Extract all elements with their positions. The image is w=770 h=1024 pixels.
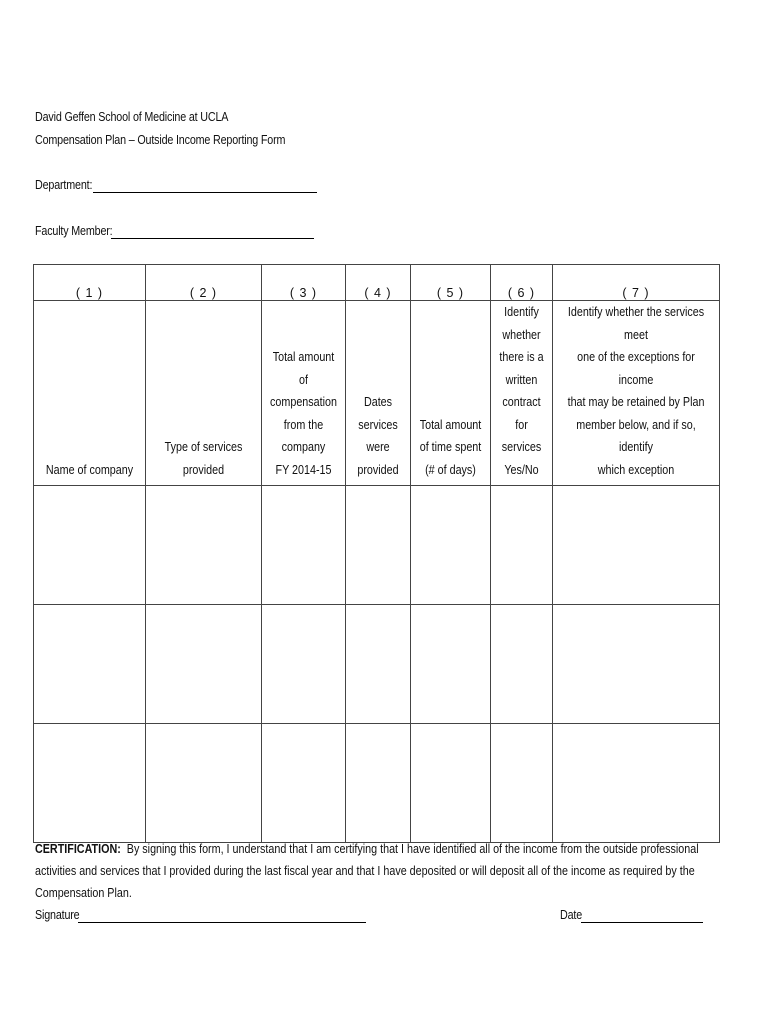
column-number: ( 4 ) — [346, 265, 411, 301]
institution-name: David Geffen School of Medicine at UCLA — [35, 110, 229, 124]
column-header-time-spent: Total amount of time spent (# of days) — [419, 417, 482, 477]
column-header-exception: Identify whether the services meet one of the exceptions for income that may be retained by Plan member below, and if so, identify which exception — [567, 305, 705, 477]
column-header-services: Type of services provided — [164, 440, 243, 477]
signature-label: Signature — [35, 908, 80, 922]
table-cell[interactable] — [34, 605, 146, 724]
table-cell[interactable] — [491, 724, 553, 843]
table-cell[interactable] — [411, 724, 491, 843]
column-number-row — [34, 265, 720, 301]
table-row — [34, 724, 720, 843]
table-cell[interactable] — [146, 486, 262, 605]
column-header-cell — [262, 301, 346, 486]
certification-text: By signing this form, I understand that I am certifying that I have identified all of the income from the outside professional activities and services that I provided during the last fiscal year and that I have deposited or will deposit all of the income as required by the Compensation Plan. — [35, 842, 699, 900]
table-cell[interactable] — [553, 605, 720, 724]
column-number: ( 2 ) — [146, 265, 262, 301]
table-cell[interactable] — [491, 605, 553, 724]
table-cell[interactable] — [262, 724, 346, 843]
column-header-dates: Dates services were provided — [357, 395, 399, 477]
table-cell[interactable] — [491, 486, 553, 605]
certification-statement — [35, 838, 706, 904]
column-header-company: Name of company — [45, 462, 134, 477]
department-label: Department: — [35, 178, 93, 192]
table-cell[interactable] — [411, 605, 491, 724]
form-title: Compensation Plan – Outside Income Reporting Form — [35, 133, 286, 147]
signature-field[interactable] — [78, 922, 366, 923]
table-cell[interactable] — [262, 486, 346, 605]
column-header-cell — [553, 301, 720, 486]
table-cell[interactable] — [34, 486, 146, 605]
column-header-row — [34, 301, 720, 486]
table-row — [34, 605, 720, 724]
column-number: ( 3 ) — [262, 265, 346, 301]
column-number: ( 7 ) — [553, 265, 720, 301]
table-cell[interactable] — [346, 605, 411, 724]
column-number: ( 6 ) — [491, 265, 553, 301]
table-cell[interactable] — [146, 605, 262, 724]
table-cell[interactable] — [146, 724, 262, 843]
table-cell[interactable] — [346, 724, 411, 843]
certification-label: CERTIFICATION: — [35, 842, 121, 856]
column-header-compensation: Total amount of compensation from the company FY 2014-15 — [270, 350, 337, 477]
faculty-member-field[interactable] — [111, 238, 314, 239]
column-header-contract: Identify whether there is a written contract for services Yes/No — [499, 305, 544, 477]
column-header-cell — [411, 301, 491, 486]
column-header-cell — [34, 301, 146, 486]
date-field[interactable] — [581, 922, 703, 923]
table-cell[interactable] — [34, 724, 146, 843]
column-header-cell — [146, 301, 262, 486]
column-number: ( 5 ) — [411, 265, 491, 301]
column-header-cell — [346, 301, 411, 486]
table-cell[interactable] — [346, 486, 411, 605]
table-cell[interactable] — [553, 724, 720, 843]
department-field[interactable] — [93, 192, 317, 193]
income-table — [33, 264, 720, 843]
table-cell[interactable] — [553, 486, 720, 605]
table-cell[interactable] — [262, 605, 346, 724]
date-label: Date — [560, 908, 583, 922]
table-cell[interactable] — [411, 486, 491, 605]
table-row — [34, 486, 720, 605]
column-number: ( 1 ) — [34, 265, 146, 301]
column-header-cell — [491, 301, 553, 486]
faculty-member-label: Faculty Member: — [35, 224, 113, 238]
